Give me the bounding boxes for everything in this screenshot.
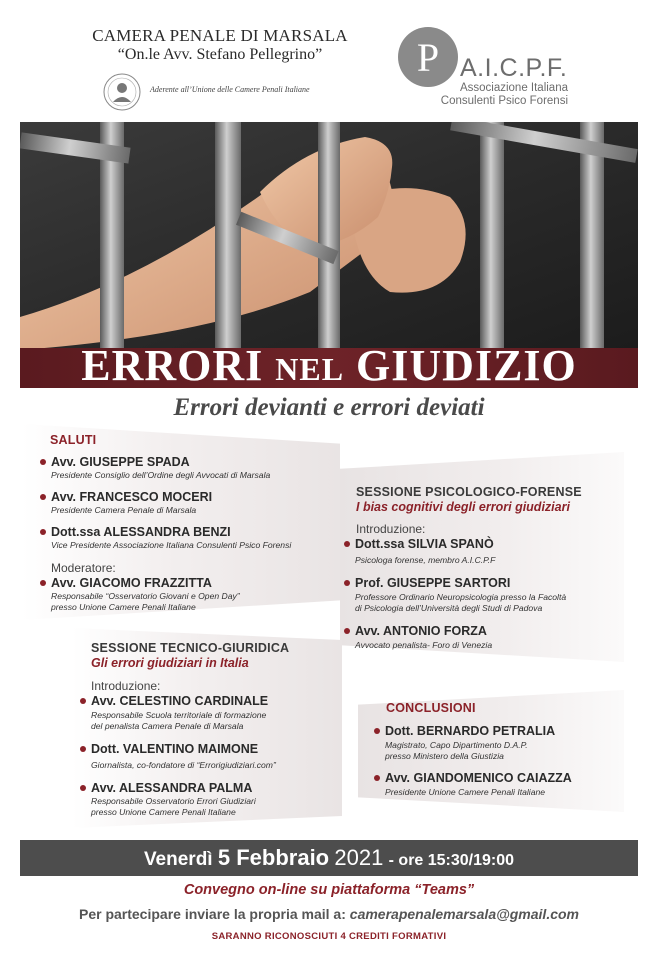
aicpf-logo-letter: P <box>416 35 440 80</box>
title-word-3: GIUDIZIO <box>356 341 577 390</box>
conclusioni-heading: CONCLUSIONI <box>386 701 476 715</box>
intro-label: Introduzione: <box>91 679 161 693</box>
speaker-name <box>374 724 555 738</box>
speaker-role: Responsabile Osservatorio Errori Giudiziari <box>91 796 256 806</box>
prison-bars-photo <box>20 122 638 350</box>
bullet-icon <box>80 698 86 704</box>
bullet-icon <box>40 580 46 586</box>
partner-subtitle-1: Associazione Italiana <box>459 82 568 94</box>
event-date-value: 5 Febbraio <box>217 845 330 870</box>
speaker-name <box>40 525 231 539</box>
event-title <box>20 340 638 395</box>
speaker-role: Presidente Consiglio dell’Ordine degli Avvocati di Marsala <box>51 470 271 480</box>
bullet-icon <box>344 580 350 586</box>
speaker-role: Responsabile “Osservatorio Giovani e Open Day” <box>51 591 240 601</box>
speaker-role: Psicologa forense, membro A.I.C.P.F <box>355 555 496 565</box>
organizer-dedication: “On.le Avv. Stefano Pellegrino” <box>117 46 323 63</box>
intro-label: Introduzione: <box>356 522 426 536</box>
platform-note: Convegno on-line su piattaforma “Teams” <box>183 882 475 898</box>
bullet-icon <box>80 785 86 791</box>
speaker-name-text: Avv. ALESSANDRA PALMA <box>91 781 253 795</box>
speaker-role: Professore Ordinario Neuropsicologia presso la Facoltà <box>355 592 567 602</box>
speaker-name-text: Avv. GIUSEPPE SPADA <box>51 455 190 469</box>
event-subtitle: Errori devianti e errori deviati <box>173 394 485 421</box>
speaker-role: presso Unione Camere Penali Italiane <box>91 807 236 817</box>
participation-note <box>20 906 638 922</box>
speaker-name <box>374 771 572 785</box>
bullet-icon <box>374 728 380 734</box>
event-time: - ore 15:30/19:00 <box>388 852 515 869</box>
speaker-name <box>40 576 212 590</box>
speaker-name-text: Avv. FRANCESCO MOCERI <box>51 490 213 504</box>
moderator-label: Moderatore: <box>51 561 116 575</box>
title-word-1: ERRORI <box>81 341 264 390</box>
speaker-name-text: Avv. GIANDOMENICO CAIAZZA <box>385 771 572 785</box>
speaker-role: Responsabile Scuola territoriale di formazione <box>91 710 267 720</box>
speaker-name <box>344 537 494 551</box>
speaker-name <box>80 742 258 756</box>
speaker-name <box>80 694 268 708</box>
tecnico-heading: SESSIONE TECNICO-GIURIDICA <box>91 641 290 655</box>
speaker-name <box>344 624 487 638</box>
speaker-name-text: Dott.ssa SILVIA SPANÒ <box>355 537 494 551</box>
bullet-icon <box>40 494 46 500</box>
speaker-role: Giornalista, co-fondatore di “Errorigiudiziari.com” <box>91 760 276 770</box>
speaker-role: Avvocato penalista- Foro di Venezia <box>355 640 493 650</box>
speaker-name <box>40 490 212 504</box>
speaker-name-text: Dott.ssa ALESSANDRA BENZI <box>51 525 231 539</box>
speaker-role: Magistrato, Capo Dipartimento D.A.P. <box>385 740 528 750</box>
adherent-note: Aderente all’Unione delle Camere Penali Italiane <box>150 85 310 94</box>
speaker-name <box>344 576 510 590</box>
speaker-role: Presidente Camera Penale di Marsala <box>51 505 197 515</box>
tecnico-subheading: Gli errori giudiziari in Italia <box>91 656 249 670</box>
event-year: 2021 <box>334 845 384 870</box>
event-date <box>20 840 638 876</box>
speaker-role: presso Unione Camere Penali Italiane <box>51 602 196 612</box>
speaker-name-text: Avv. GIACOMO FRAZZITTA <box>51 576 212 590</box>
aicpf-logo-icon <box>397 26 459 88</box>
bullet-icon <box>80 746 86 752</box>
psico-heading: SESSIONE PSICOLOGICO-FORENSE <box>356 485 582 499</box>
speaker-role: Presidente Unione Camere Penali Italiane <box>385 787 546 797</box>
title-word-2: NEL <box>275 351 345 387</box>
speaker-name-text: Dott. BERNARDO PETRALIA <box>385 724 556 738</box>
bullet-icon <box>40 459 46 465</box>
organizer-name: CAMERA PENALE DI MARSALA <box>92 26 348 45</box>
partner-subtitle-2: Consulenti Psico Forensi <box>440 95 568 107</box>
saluti-heading: SALUTI <box>50 433 97 447</box>
camera-penale-seal-icon <box>102 72 142 112</box>
bullet-icon <box>344 541 350 547</box>
speaker-role: del penalista Camera Penale di Marsala <box>91 721 244 731</box>
event-day: Venerdì <box>143 849 213 870</box>
bullet-icon <box>374 775 380 781</box>
speaker-name-text: Avv. ANTONIO FORZA <box>355 624 487 638</box>
speaker-role: Vice Presidente Associazione Italiana Consulenti Psico Forensi <box>51 540 292 550</box>
speaker-role: di Psicologia dell’Università degli Studi di Padova <box>355 603 543 613</box>
participation-text: Per partecipare inviare la propria mail a: <box>78 906 346 922</box>
partner-name: A.I.C.P.F. <box>460 54 568 82</box>
speaker-name <box>80 781 252 795</box>
speaker-role: presso Ministero della Giustizia <box>385 751 504 761</box>
credits-note: SARANNO RICONOSCIUTI 4 CREDITI FORMATIVI <box>211 931 447 942</box>
contact-email[interactable]: camerapenalemarsala@gmail.com <box>349 906 579 922</box>
speaker-name-text: Dott. VALENTINO MAIMONE <box>91 742 259 756</box>
psico-subheading: I bias cognitivi degli errori giudiziari <box>356 500 570 514</box>
speaker-name-text: Prof. GIUSEPPE SARTORI <box>355 576 511 590</box>
bullet-icon <box>344 628 350 634</box>
bullet-icon <box>40 529 46 535</box>
speaker-name-text: Avv. CELESTINO CARDINALE <box>91 694 269 708</box>
speaker-name <box>40 455 190 469</box>
